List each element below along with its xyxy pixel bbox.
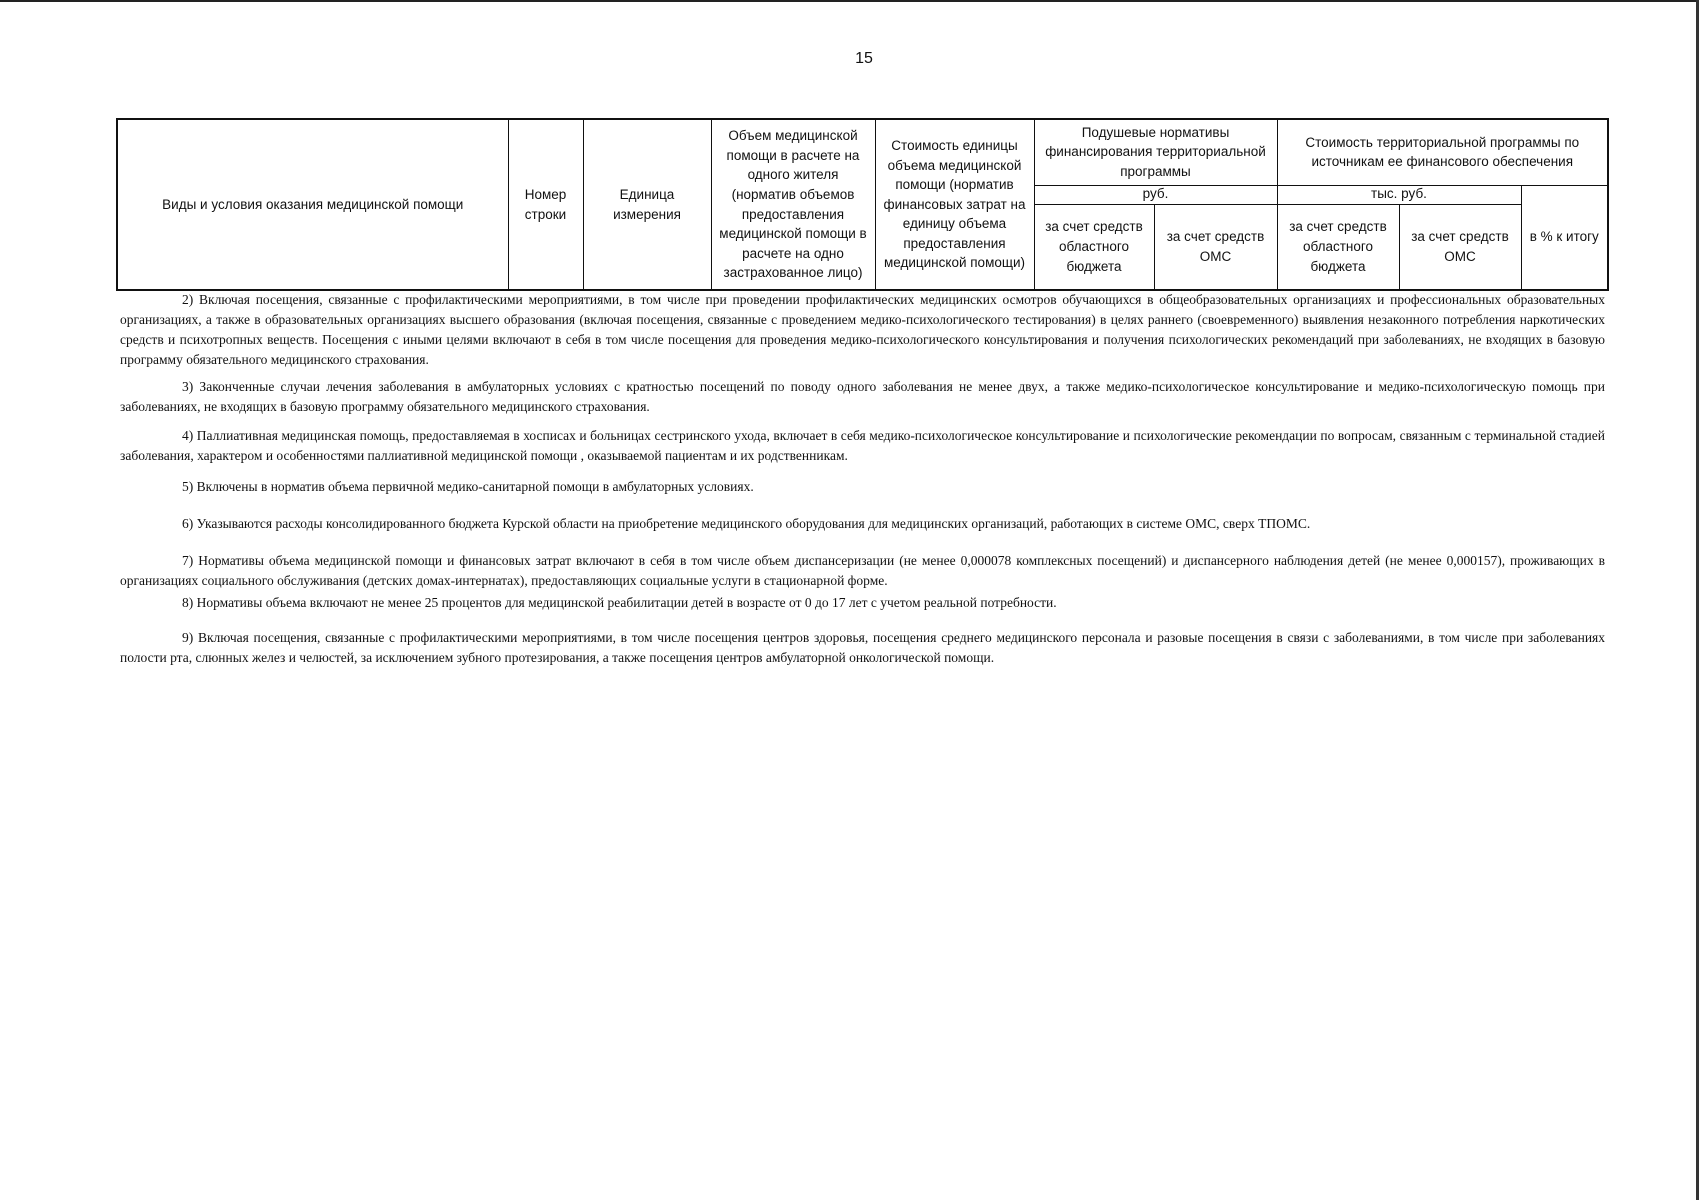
unit-thousand-rub: тыс. руб. <box>1277 185 1521 204</box>
footnote-7: 7) Нормативы объема медицинской помощи и финансовых затрат включают в себя в том числе объем диспансеризации (не менее 0,000078 комплексных посещений) и диспансерного наблюдения детей (не менее 0,000157), проживающих в организациях социального обслуживания (детских домах-интернатах), предоставляющих социальные услуги в стационарной форме. <box>120 553 1605 588</box>
sub-header-percent-total: в % к итогу <box>1521 185 1608 290</box>
page-number: 15 <box>855 50 873 67</box>
group-header-program-cost: Стоимость территориальной программы по источникам ее финансового обеспечения <box>1277 119 1608 185</box>
unit-rub: руб. <box>1034 185 1277 204</box>
table-header <box>116 118 1609 291</box>
col-header-row-number: Номер строки <box>508 119 583 290</box>
sub-header-regional-budget-thousand: за счет средств областного бюджета <box>1277 204 1399 290</box>
footnote-2: 2) Включая посещения, связанные с профилактическими мероприятиями, в том числе при проведении профилактических медицинских осмотров обучающихся в общеобразовательных организациях и профессиональных образовательных организациях, а также в образовательных организациях высшего образования (включая посещения, связанные с проведением медико-психологического тестирования) в целях раннего (своевременного) выявления незаконного потребления наркотических средств и психотропных веществ. Посещения с иными целями включают в себя в том числе посещения для проведения медико-психологического консультирования и получения психологических рекомендаций при заболеваниях, не входящих в базовую программу обязательного медицинского страхования. <box>120 292 1605 367</box>
footnote-4: 4) Паллиативная медицинская помощь, предоставляемая в хосписах и больницах сестринского ухода, включает в себя медико-психологическое консультирование и психологические рекомендации по вопросам, связанным с терминальной стадией заболевания, характером и особенностями паллиативной медицинской помощи , оказываемой пациентам и их родственникам. <box>120 428 1605 463</box>
col-header-unit: Единица измерения <box>583 119 711 290</box>
col-header-cost-unit: Стоимость единицы объема медицинской помощи (норматив финансовых затрат на единицу объема предоставления медицинской помощи) <box>875 119 1034 290</box>
group-header-per-capita: Подушевые нормативы финансирования территориальной программы <box>1034 119 1277 185</box>
footnote-3: 3) Законченные случаи лечения заболевания в амбулаторных условиях с кратностью посещений по поводу одного заболевания не менее двух, а также медико-психологическое консультирование и медико-психологическую помощь при заболеваниях, не входящих в базовую программу обязательного медицинского страхования. <box>120 379 1605 414</box>
footnote-6: 6) Указываются расходы консолидированного бюджета Курской области на приобретение медицинского оборудования для медицинских организаций, работающих в системе ОМС, сверх ТПОМС. <box>182 516 1311 531</box>
scan-edge-top <box>0 0 1699 2</box>
footnote-5: 5) Включены в норматив объема первичной медико-санитарной помощи в амбулаторных условиях. <box>182 479 754 494</box>
sub-header-oms-thousand: за счет средств ОМС <box>1399 204 1521 290</box>
footnotes <box>120 290 1605 668</box>
footnote-8: 8) Нормативы объема включают не менее 25 процентов для медицинской реабилитации детей в возрасте от 0 до 17 лет с учетом реальной потребности. <box>182 595 1057 610</box>
col-header-volume: Объем медицинской помощи в расчете на одного жителя (норматив объемов предоставления медицинской помощи в расчете на одно застрахованное лицо) <box>711 119 875 290</box>
footnote-9: 9) Включая посещения, связанные с профилактическими мероприятиями, в том числе посещения центров здоровья, посещения среднего медицинского персонала и разовые посещения в связи с заболеваниями, в том числе при заболеваниях полости рта, слюнных желез и челюстей, за исключением зубного протезирования, а также посещения центров амбулаторной онкологической помощи. <box>120 630 1605 665</box>
sub-header-oms-rub: за счет средств ОМС <box>1154 204 1277 290</box>
sub-header-regional-budget-rub: за счет средств областного бюджета <box>1034 204 1154 290</box>
col-header-types: Виды и условия оказания медицинской помощи <box>117 119 508 290</box>
